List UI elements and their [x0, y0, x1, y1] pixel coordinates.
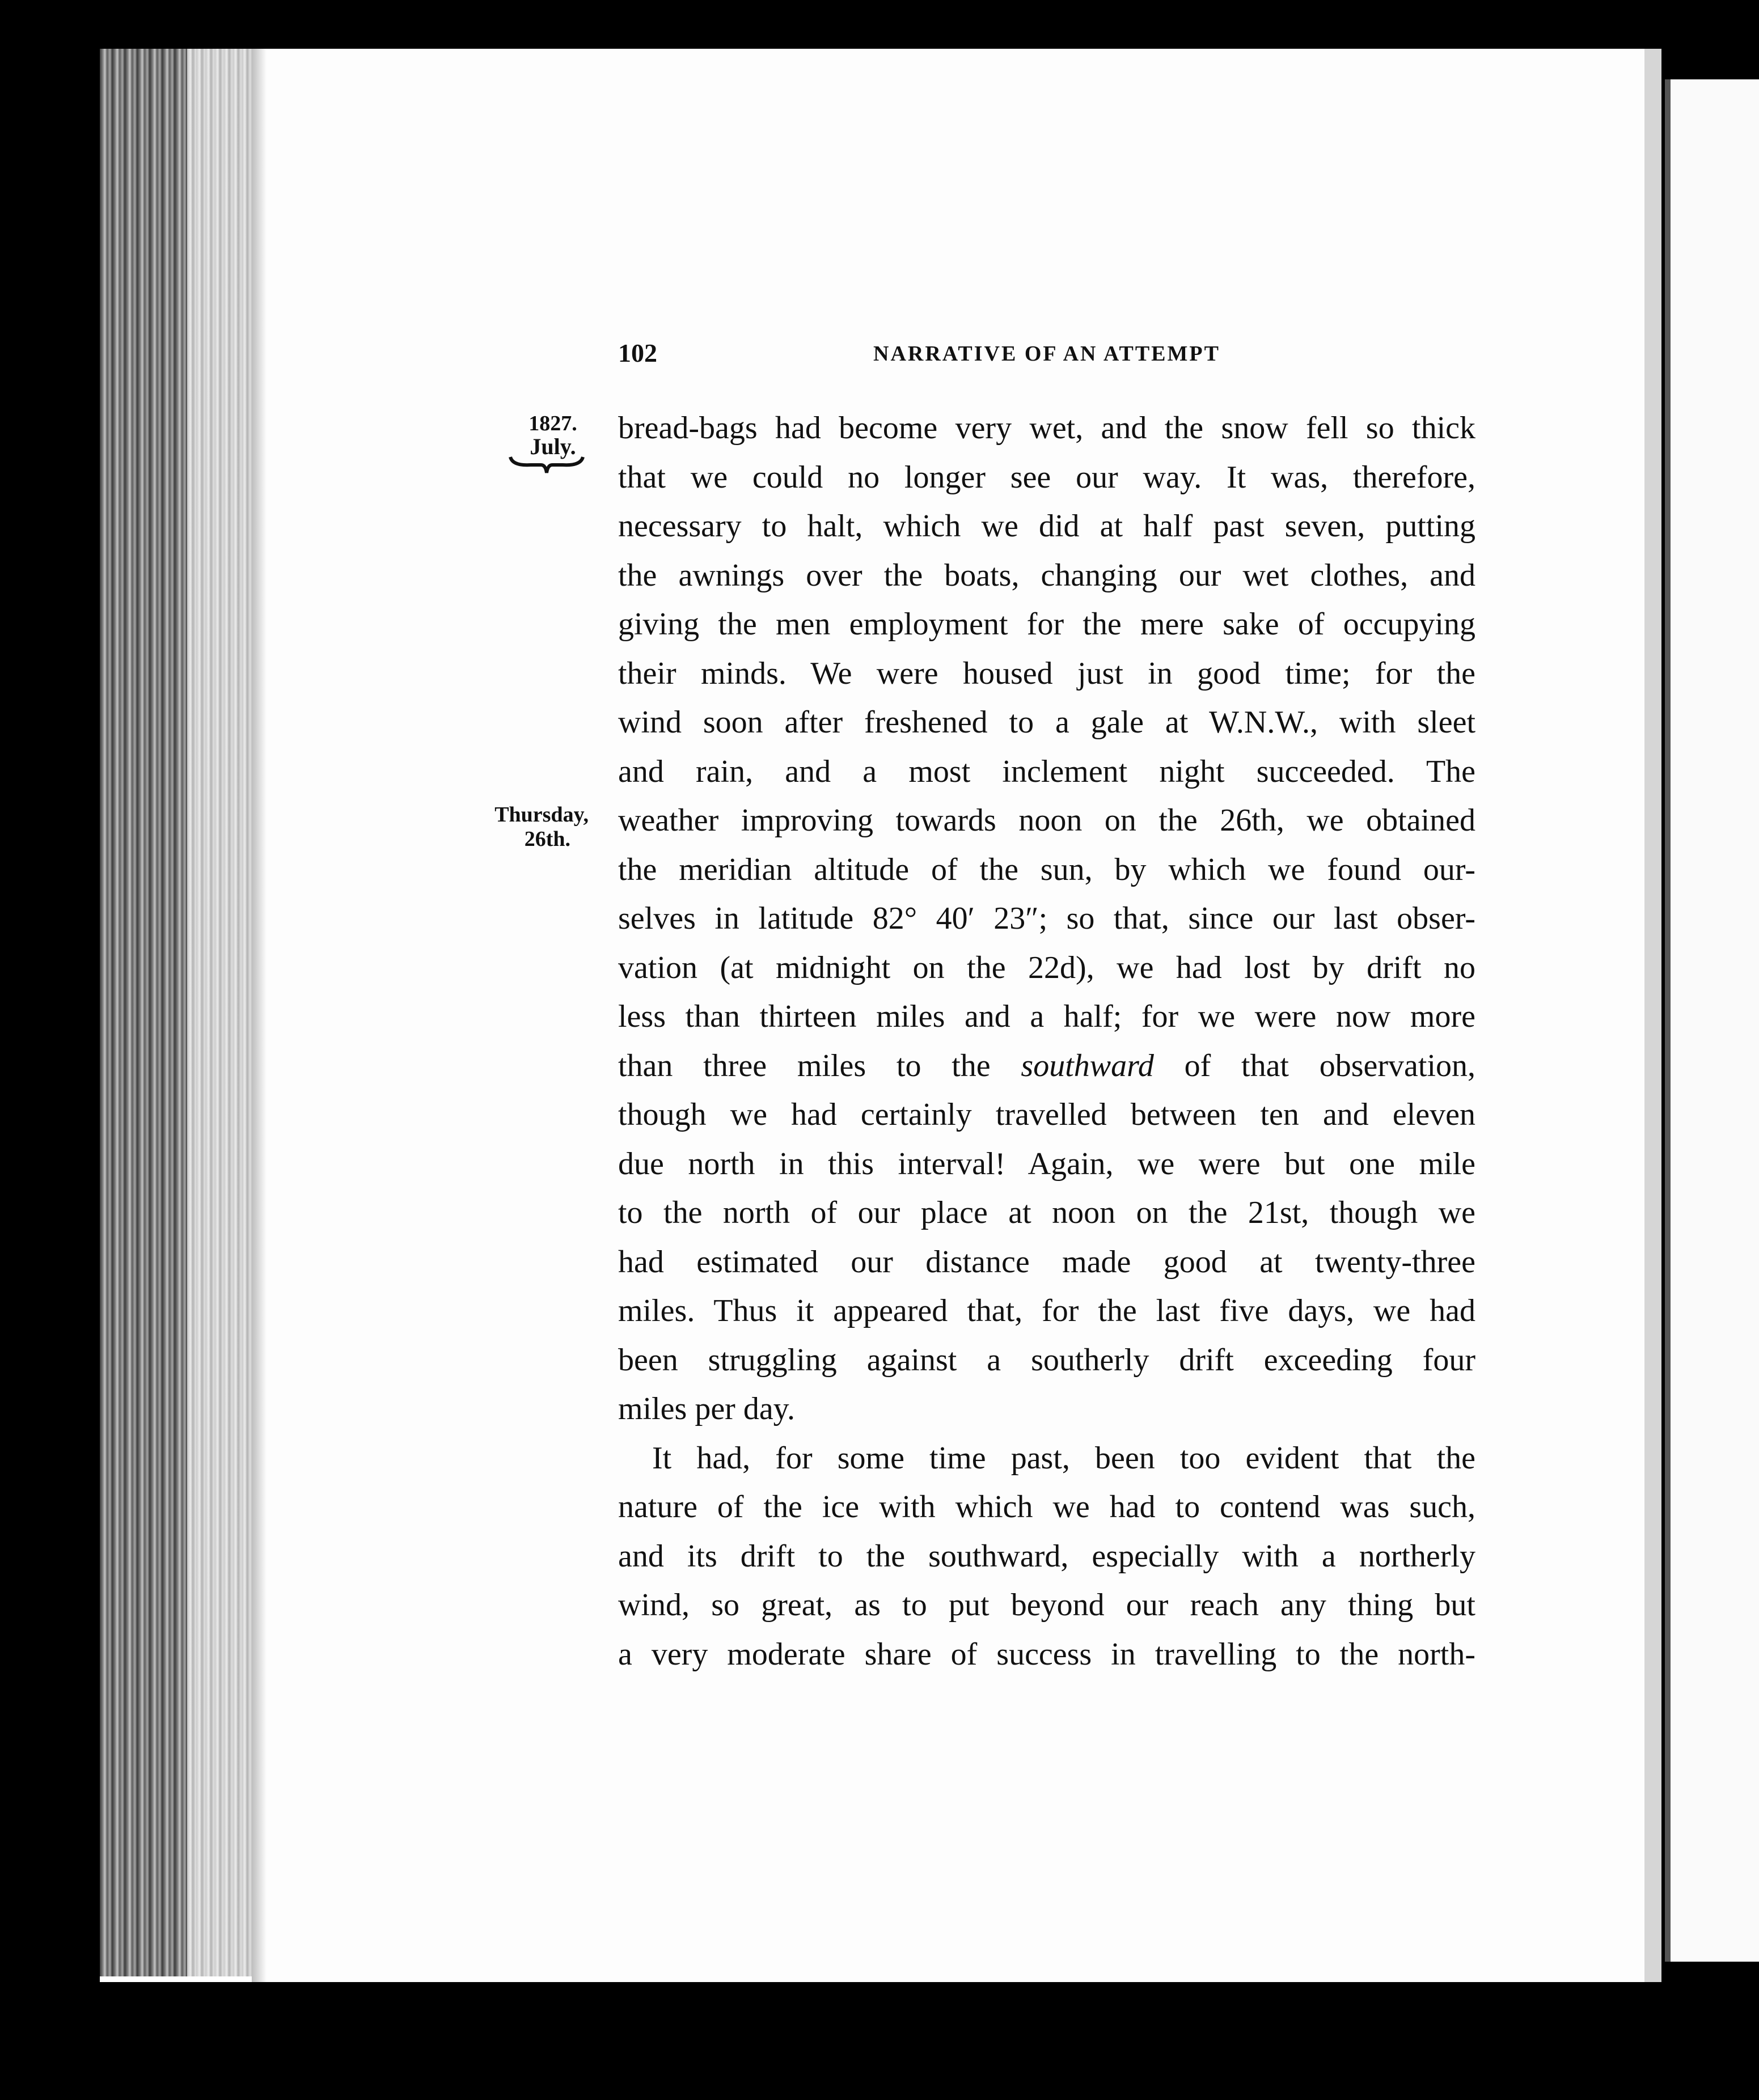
page-fore-edge	[1644, 49, 1661, 1982]
margin-note-day: Thursday,	[494, 803, 589, 827]
text-line: wind soon after freshened to a gale at W.N.W., with sleet	[618, 705, 1475, 740]
text-line: and rain, and a most inclement night succeeded. The	[618, 753, 1475, 789]
margin-note-month: July.	[530, 434, 576, 459]
text-line: wind, so great, as to put beyond our reach any thing but	[618, 1587, 1475, 1623]
text-line: vation (at midnight on the 22d), we had lost by drift no	[618, 950, 1475, 985]
text-line: to the north of our place at noon on the 21st, though we	[618, 1195, 1475, 1230]
scan-border-left	[0, 0, 100, 2100]
text-fragment: than three miles to the	[618, 1048, 991, 1083]
text-line: nature of the ice with which we had to contend was such,	[618, 1489, 1475, 1525]
italic-word: southward	[1021, 1048, 1154, 1083]
text-line-with-italic	[618, 1041, 1475, 1091]
text-line: miles per day.	[618, 1391, 796, 1426]
running-head: NARRATIVE OF AN ATTEMPT	[873, 342, 1220, 366]
text-line: a very moderate share of success in travelling to the north-	[618, 1636, 1475, 1672]
text-fragment: of that observation,	[1184, 1048, 1476, 1083]
book-page-edges-light	[187, 49, 252, 1976]
scan-border-top	[0, 0, 1759, 49]
text-line: selves in latitude 82° 40′ 23″; so that, since our last obser-	[618, 901, 1475, 936]
page-number: 102	[618, 338, 657, 367]
text-line: necessary to halt, which we did at half past seven, putting	[618, 509, 1475, 544]
facing-page-edge	[1665, 79, 1759, 1962]
page-header	[618, 338, 1474, 378]
text-line: It had, for some time past, been too evident that the	[652, 1440, 1475, 1476]
text-line: been struggling against a southerly drift exceeding four	[618, 1342, 1475, 1378]
body-text	[618, 404, 1475, 1679]
margin-note-date: 26th.	[524, 827, 570, 851]
text-line: that we could no longer see our way. It was, therefore,	[618, 459, 1475, 495]
text-line: the awnings over the boats, changing our wet clothes, and	[618, 557, 1475, 593]
text-line: miles. Thus it appeared that, for the last five days, we had	[618, 1293, 1475, 1328]
text-line: weather improving towards noon on the 26th, we obtained	[618, 803, 1475, 838]
scan-border-bottom	[0, 1982, 1759, 2100]
text-line: the meridian altitude of the sun, by which we found our-	[618, 852, 1475, 887]
margin-note-year: 1827.	[528, 412, 577, 435]
text-line: their minds. We were housed just in good time; for the	[618, 655, 1475, 691]
text-line: due north in this interval! Again, we were but one mile	[618, 1146, 1475, 1182]
gutter-shadow	[252, 49, 267, 1982]
text-line: bread-bags had become very wet, and the snow fell so thick	[618, 410, 1475, 446]
text-line: giving the men employment for the mere sake of occupying	[618, 607, 1475, 642]
text-line: less than thirteen miles and a half; for we were now more	[618, 999, 1475, 1034]
text-line: and its drift to the southward, especially with a northerly	[618, 1538, 1475, 1574]
text-line: had estimated our distance made good at twenty-three	[618, 1244, 1475, 1280]
text-line: though we had certainly travelled between ten and eleven	[618, 1097, 1475, 1132]
curly-brace-icon	[508, 454, 585, 476]
